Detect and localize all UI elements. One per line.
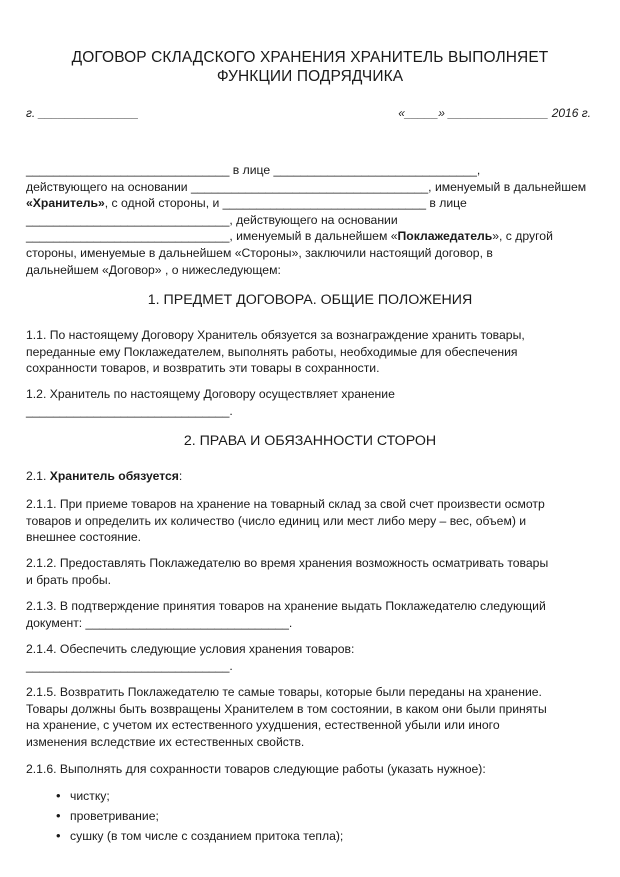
parties-line: стороны, именуемые в дальнейшем «Стороны», заключили настоящий договор, в: [26, 245, 493, 260]
clause-1-1: 1.1. По настоящему Договору Хранитель обязуется за вознаграждение хранить товары, переданные ему Поклажедателем, выполнять работы, необходимые для обеспечения сохранности товаров, и возвратить эти товары в сохранности.: [26, 328, 525, 376]
parties-line: ______________________________, действующего на основании: [26, 212, 398, 227]
title-line-1: ДОГОВОР СКЛАДСКОГО ХРАНЕНИЯ ХРАНИТЕЛЬ ВЫПОЛНЯЕТ: [71, 49, 549, 66]
clause-2-1-3: 2.1.3. В подтверждение принятия товаров на хранение выдать Поклажедателю следующий документ: ______________________________.: [26, 599, 546, 630]
clause-2-1: 2.1. Хранитель обязуется:: [26, 469, 183, 483]
list-item: • сушку (в том числе с созданием притока тепла);: [56, 826, 343, 846]
clause-2-1-1: 2.1.1. При приеме товаров на хранение на товарный склад за свой счет произвести осмотр товаров и определить их количество (число единиц или мест либо меру – вес, объем) и внешнее состояние.: [26, 497, 545, 545]
bullet-icon: •: [56, 808, 61, 823]
list-item: • чистку;: [56, 786, 343, 806]
parties-line: действующего на основании ___________________________________, именуемый в дальнейшем: [26, 179, 587, 194]
list-item: • проветривание;: [56, 806, 343, 826]
clause-1-2: 1.2. Хранитель по настоящему Договору осуществляет хранение ______________________________.: [26, 387, 395, 418]
depositor-term: Поклажедатель: [397, 229, 493, 244]
parties-line: ______________________________ в лице ______________________________,: [26, 163, 481, 177]
clause-2-1-4: 2.1.4. Обеспечить следующие условия хранения товаров: ______________________________.: [26, 642, 355, 673]
parties-line: «Хранитель», с одной стороны, и ______________________________ в лице: [26, 196, 467, 211]
title-line-2: ФУНКЦИИ ПОДРЯДЧИКА: [216, 68, 404, 85]
section-2-heading: 2. ПРАВА И ОБЯЗАННОСТИ СТОРОН: [183, 433, 437, 449]
clause-2-1-5: 2.1.5. Возвратить Поклажедателю те самые товары, которые были переданы на хранение. Товары должны быть возвращены Хранителем в том состоянии, в каком они были приняты на хранение, с учетом их естественного ухудшения, естественной убыли или иного изменения вследствие их естественных свойств.: [26, 685, 547, 749]
parties-line: ______________________________, именуемый в дальнейшем «Поклажедатель», с другой: [26, 229, 553, 244]
section-1-heading: 1. ПРЕДМЕТ ДОГОВОРА. ОБЩИЕ ПОЛОЖЕНИЯ: [147, 292, 473, 308]
date-field: «_____» _______________ 2016 г.: [398, 106, 591, 120]
clause-2-1-6: 2.1.6. Выполнять для сохранности товаров следующие работы (указать нужное):: [26, 762, 486, 776]
parties-paragraph: [26, 162, 596, 278]
city-field: г. _______________: [26, 106, 139, 120]
bullet-icon: •: [56, 788, 61, 803]
clause-2-1-2: 2.1.2. Предоставлять Поклажедателю во время хранения возможность осматривать товары и брать пробы.: [26, 556, 549, 587]
keeper-term: «Хранитель»: [26, 196, 105, 211]
bullet-icon: •: [56, 828, 61, 843]
parties-line: дальнейшем «Договор» , о нижеследующем:: [26, 262, 281, 277]
document-title: [20, 48, 600, 86]
works-list: [56, 786, 343, 846]
